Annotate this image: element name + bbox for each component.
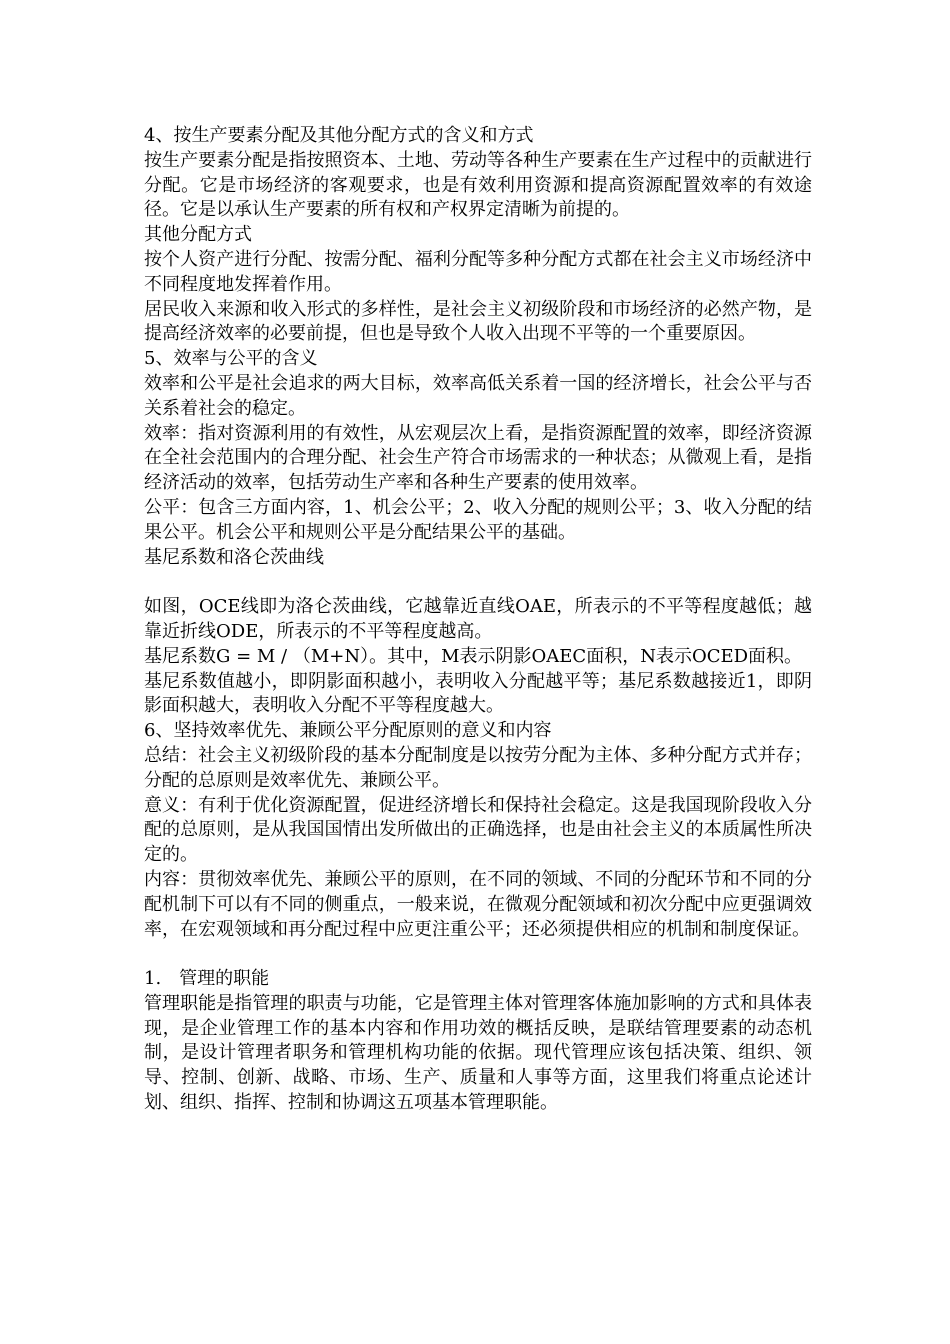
document-page (144, 124, 812, 1116)
paragraph: 效率和公平是社会追求的两大目标，效率高低关系着一国的经济增长，社会公平与否关系着社会的稳定。 (144, 372, 812, 419)
section-heading: 6、坚持效率优先、兼顾公平分配原则的意义和内容 (144, 720, 552, 742)
paragraph: 按生产要素分配是指按照资本、土地、劳动等各种生产要素在生产过程中的贡献进行分配。它是市场经济的客观要求，也是有效利用资源和提高资源配置效率的有效途径。它是以承认生产要素的所有权和产权界定清晰为前提的。 (144, 149, 812, 221)
paragraph: 基尼系数值越小，即阴影面积越小，表明收入分配越平等；基尼系数越接近1，即阴影面积越大，表明收入分配不平等程度越大。 (144, 670, 812, 717)
paragraph: 基尼系数G = M / （M+N）。其中，M表示阴影OAEC面积，N表示OCED面积。 (144, 645, 803, 667)
subheading: 其他分配方式 (144, 224, 252, 246)
paragraph: 公平：包含三方面内容，1、机会公平；2、收入分配的规则公平；3、收入分配的结果公平。机会公平和规则公平是分配结果公平的基础。 (144, 496, 812, 543)
section-heading: 5、效率与公平的含义 (144, 348, 318, 370)
paragraph: 效率：指对资源利用的有效性，从宏观层次上看，是指资源配置的效率，即经济资源在全社会范围内的合理分配、社会生产符合市场需求的一种状态；从微观上看，是指经济活动的效率，包括劳动生产率和各种生产要素的使用效率。 (144, 422, 812, 494)
blank-line (144, 570, 812, 595)
section-heading: 1. 管理的职能 (144, 968, 270, 990)
paragraph: 内容：贯彻效率优先、兼顾公平的原则，在不同的领域、不同的分配环节和不同的分配机制下可以有不同的侧重点，一般来说，在微观分配领域和初次分配中应更强调效率，在宏观领域和再分配过程中应更注重公平；还必须提供相应的机制和制度保证。 (144, 868, 812, 940)
section-heading: 4、按生产要素分配及其他分配方式的含义和方式 (144, 125, 534, 146)
paragraph: 意义：有利于优化资源配置，促进经济增长和保持社会稳定。这是我国现阶段收入分配的总原则，是从我国国情出发所做出的正确选择，也是由社会主义的本质属性所决定的。 (144, 794, 812, 866)
paragraph: 居民收入来源和收入形式的多样性，是社会主义初级阶段和市场经济的必然产物，是提高经济效率的必要前提，但也是导致个人收入出现不平等的一个重要原因。 (144, 298, 812, 345)
blank-line (144, 942, 812, 967)
subheading: 基尼系数和洛仑茨曲线 (144, 546, 324, 568)
paragraph: 如图，OCE线即为洛仑茨曲线，它越靠近直线OAE，所表示的不平等程度越低；越靠近折线ODE，所表示的不平等程度越高。 (144, 596, 812, 642)
paragraph: 按个人资产进行分配、按需分配、福利分配等多种分配方式都在社会主义市场经济中不同程度地发挥着作用。 (144, 248, 812, 295)
paragraph: 管理职能是指管理的职责与功能，它是管理主体对管理客体施加影响的方式和具体表现，是企业管理工作的基本内容和作用功效的概括反映，是联结管理要素的动态机制，是设计管理者职务和管理机构功能的依据。现代管理应该包括决策、组织、领导、控制、创新、战略、市场、生产、质量和人事等方面，这里我们将重点论述计划、组织、指挥、控制和协调这五项基本管理职能。 (144, 992, 812, 1114)
paragraph: 总结：社会主义初级阶段的基本分配制度是以按劳分配为主体、多种分配方式并存；分配的总原则是效率优先、兼顾公平。 (144, 744, 812, 791)
